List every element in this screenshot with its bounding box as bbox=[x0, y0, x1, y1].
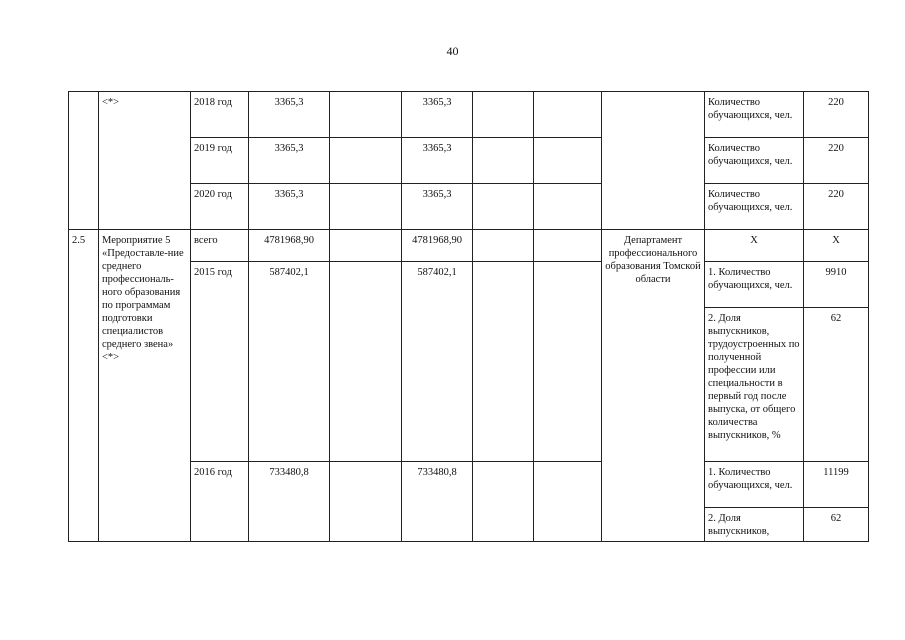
table-row bbox=[69, 92, 869, 138]
year-cell: 2015 год bbox=[191, 262, 249, 462]
regional-cell: 3365,3 bbox=[402, 184, 473, 230]
name-cell: <*> bbox=[99, 92, 191, 230]
indicator-cell: 1. Количество обучающихся, чел. bbox=[705, 462, 804, 508]
num-cell: 2.5 bbox=[69, 230, 99, 542]
indicator-cell: Количество обучающихся, чел. bbox=[705, 138, 804, 184]
regional-cell: 733480,8 bbox=[402, 462, 473, 542]
total-cell: 3365,3 bbox=[249, 184, 330, 230]
local-cell bbox=[473, 184, 534, 230]
fed-cell bbox=[330, 462, 402, 542]
fed-cell bbox=[330, 262, 402, 462]
value-cell: 9910 bbox=[804, 262, 869, 308]
total-cell: 3365,3 bbox=[249, 138, 330, 184]
indicator-cell: X bbox=[705, 230, 804, 262]
indicator-cell: Количество обучающихся, чел. bbox=[705, 92, 804, 138]
indicator-cell: 2. Доля выпускников, bbox=[705, 508, 804, 542]
other-cell bbox=[534, 230, 602, 262]
other-cell bbox=[534, 92, 602, 138]
year-cell: 2019 год bbox=[191, 138, 249, 184]
value-cell: 62 bbox=[804, 308, 869, 462]
local-cell bbox=[473, 262, 534, 462]
regional-cell: 3365,3 bbox=[402, 92, 473, 138]
local-cell bbox=[473, 92, 534, 138]
indicator-cell: 1. Количество обучающихся, чел. bbox=[705, 262, 804, 308]
value-cell: 220 bbox=[804, 184, 869, 230]
num-cell bbox=[69, 92, 99, 230]
other-cell bbox=[534, 184, 602, 230]
year-cell: 2020 год bbox=[191, 184, 249, 230]
regional-cell: 4781968,90 bbox=[402, 230, 473, 262]
other-cell bbox=[534, 462, 602, 542]
fed-cell bbox=[330, 138, 402, 184]
page-number: 40 bbox=[446, 44, 459, 58]
executor-cell: Департамент профессионального образования Томской области bbox=[602, 230, 705, 542]
other-cell bbox=[534, 138, 602, 184]
value-cell: 220 bbox=[804, 92, 869, 138]
value-cell: 11199 bbox=[804, 462, 869, 508]
fed-cell bbox=[330, 92, 402, 138]
total-cell: 3365,3 bbox=[249, 92, 330, 138]
local-cell bbox=[473, 138, 534, 184]
indicator-cell: 2. Доля выпускников, трудоустроенных по полученной профессии или специальности в первый год после выпуска, от общего количества выпускников, % bbox=[705, 308, 804, 462]
year-cell: 2016 год bbox=[191, 462, 249, 542]
value-cell: X bbox=[804, 230, 869, 262]
value-cell: 220 bbox=[804, 138, 869, 184]
regional-cell: 587402,1 bbox=[402, 262, 473, 462]
fed-cell bbox=[330, 184, 402, 230]
table-row bbox=[69, 230, 869, 262]
value-cell: 62 bbox=[804, 508, 869, 542]
local-cell bbox=[473, 462, 534, 542]
other-cell bbox=[534, 262, 602, 462]
executor-cell bbox=[602, 92, 705, 230]
total-cell: 587402,1 bbox=[249, 262, 330, 462]
name-cell: Мероприятие 5 «Предоставле-ние среднего профессиональ-ного образования по программам подготовки специалистов среднего звена» <*> bbox=[99, 230, 191, 542]
indicator-cell: Количество обучающихся, чел. bbox=[705, 184, 804, 230]
program-table bbox=[68, 91, 869, 542]
total-cell: 733480,8 bbox=[249, 462, 330, 542]
fed-cell bbox=[330, 230, 402, 262]
local-cell bbox=[473, 230, 534, 262]
year-cell: 2018 год bbox=[191, 92, 249, 138]
year-cell: всего bbox=[191, 230, 249, 262]
regional-cell: 3365,3 bbox=[402, 138, 473, 184]
total-cell: 4781968,90 bbox=[249, 230, 330, 262]
